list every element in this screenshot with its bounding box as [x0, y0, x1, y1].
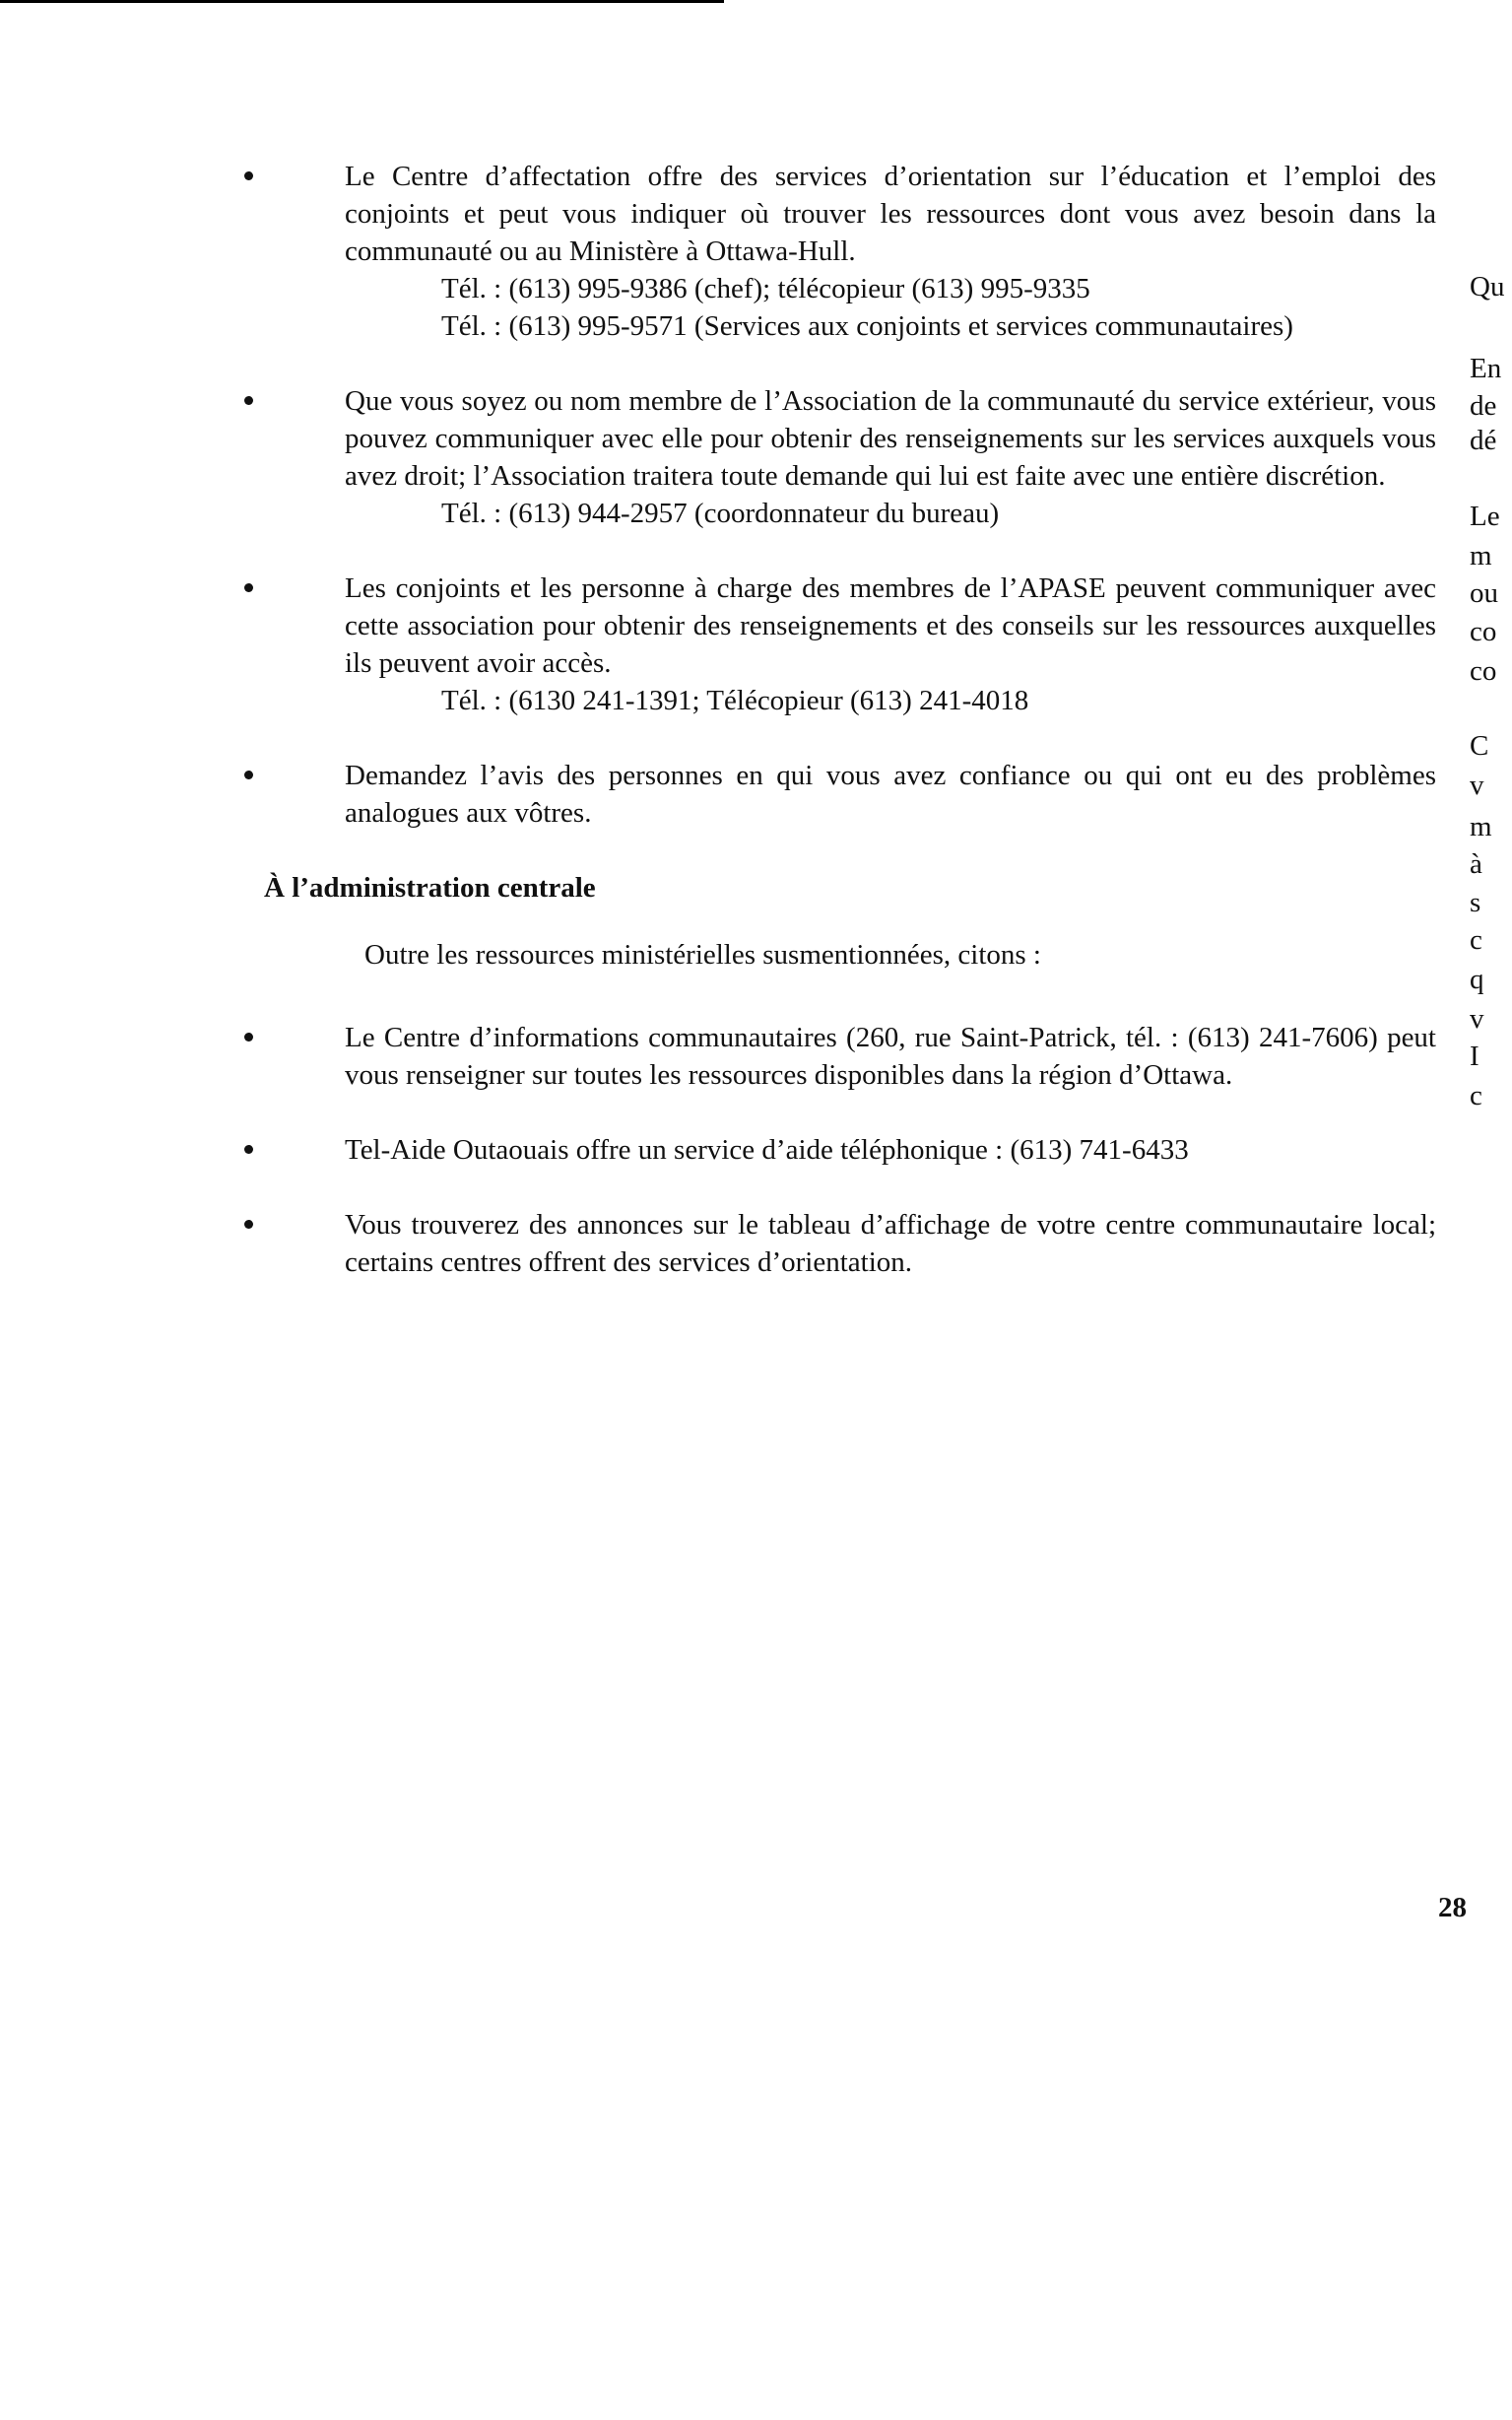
bullet-icon [244, 771, 253, 779]
bullet-icon [244, 1220, 253, 1229]
bullet-icon [244, 583, 253, 592]
edge-fragment: à [1470, 848, 1482, 880]
item-text: Vous trouverez des annonces sur le tableau d’affichage de votre centre communautaire local; certains centres offrent des services d’orientation. [345, 1209, 1436, 1278]
item-text: Tel-Aide Outaouais offre un service d’aide téléphonique : (613) 741-6433 [345, 1134, 1189, 1166]
document-page [244, 158, 1436, 1318]
item-text: Que vous soyez ou nom membre de l’Association de la communauté du service extérieur, vous pouvez communiquer avec elle pour obtenir des renseignements sur les services auxquels vous avez droit; l’Association traitera toute demande qui lui est faite avec une entière discrétion. [345, 385, 1436, 492]
edge-fragment: c [1470, 924, 1482, 956]
list-item [244, 1019, 1436, 1094]
bullet-icon [244, 1145, 253, 1154]
edge-fragment: I [1470, 1041, 1479, 1072]
edge-fragment: Le [1470, 501, 1500, 532]
phone-line: Tél. : (613) 995-9386 (chef); télécopieur (613) 995-9335 [441, 273, 1090, 304]
phone-line: Tél. : (613) 995-9571 (Services aux conjoints et services communautaires) [441, 310, 1293, 342]
item-text: Le Centre d’affectation offre des services d’orientation sur l’éducation et l’emploi des conjoints et peut vous indiquer où trouver les ressources dont vous avez besoin dans la communauté ou au Ministère à Ottawa-Hull. [345, 161, 1436, 267]
phone-line: Tél. : (613) 944-2957 (coordonnateur du bureau) [441, 498, 1000, 529]
bullet-icon [244, 396, 253, 405]
edge-fragment: C [1470, 730, 1489, 762]
intro-paragraph: Outre les ressources ministérielles susmentionnées, citons : [364, 939, 1041, 971]
edge-fragment: En [1470, 353, 1502, 384]
edge-fragment: de [1470, 390, 1497, 422]
section-heading: À l’administration centrale [264, 872, 596, 904]
list-item [244, 158, 1436, 345]
list-item [244, 1131, 1436, 1169]
item-text: Le Centre d’informations communautaires (260, rue Saint-Patrick, tél. : (613) 241-7606) peut vous renseigner sur toutes les ressources disponibles dans la région d’Ottawa. [345, 1022, 1436, 1091]
list-item [244, 757, 1436, 832]
edge-fragment: c [1470, 1080, 1482, 1111]
edge-fragment: v [1470, 1003, 1484, 1035]
list-item [244, 1206, 1436, 1281]
page-number: 28 [1438, 1892, 1467, 1923]
edge-fragment: Qu [1470, 271, 1505, 302]
item-text: Les conjoints et les personne à charge des membres de l’APASE peuvent communiquer avec cette association pour obtenir des renseignements et des conseils sur les ressources auxquelles ils peuvent avoir accès. [345, 572, 1436, 679]
list-item [244, 382, 1436, 532]
edge-fragment: dé [1470, 425, 1497, 456]
edge-fragment: s [1470, 887, 1481, 918]
bullet-icon [244, 171, 253, 180]
scan-top-border [0, 0, 724, 3]
edge-fragment: co [1470, 616, 1497, 647]
edge-fragment: m [1470, 811, 1492, 842]
item-text: Demandez l’avis des personnes en qui vous avez confiance ou qui ont eu des problèmes analogues aux vôtres. [345, 760, 1436, 829]
edge-fragment: m [1470, 540, 1492, 571]
edge-fragment: co [1470, 655, 1497, 687]
edge-fragment: q [1470, 964, 1484, 995]
edge-fragment: v [1470, 770, 1484, 801]
phone-line: Tél. : (6130 241-1391; Télécopieur (613) 241-4018 [441, 685, 1029, 716]
edge-fragment: ou [1470, 577, 1498, 609]
list-item [244, 570, 1436, 719]
bullet-icon [244, 1033, 253, 1042]
